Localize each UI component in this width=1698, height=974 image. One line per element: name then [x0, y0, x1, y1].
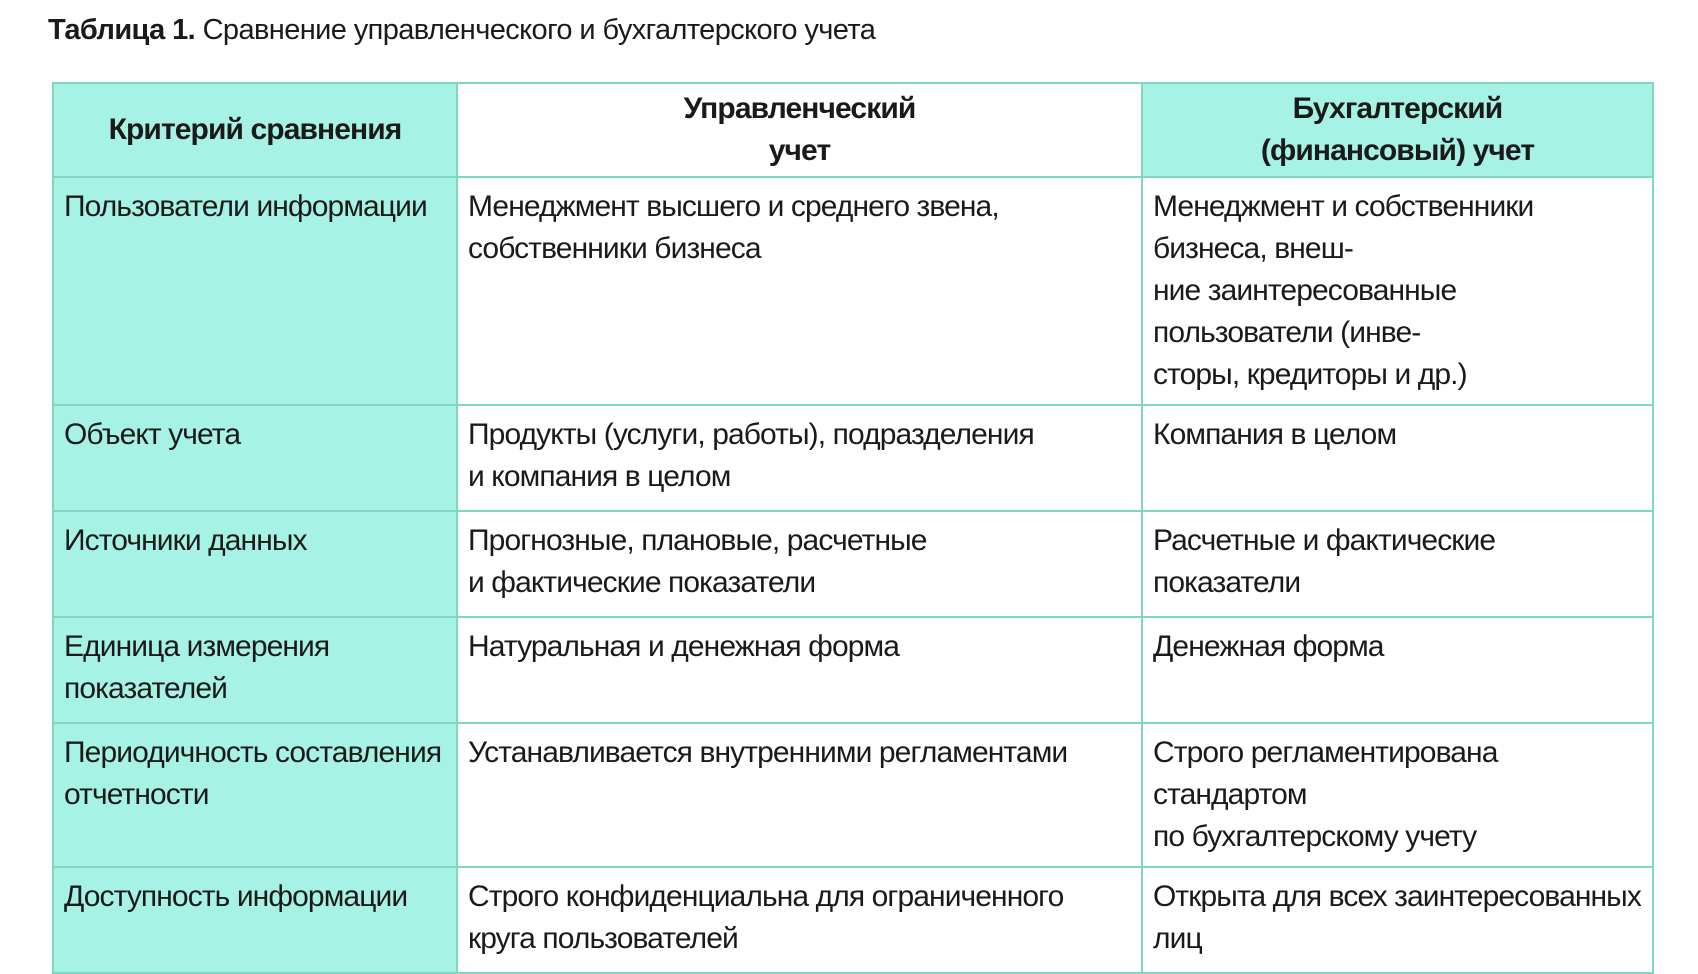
table-row — [53, 723, 1653, 867]
table-caption — [48, 14, 875, 47]
table-caption-text: Сравнение управленческого и бухгалтерского учета — [195, 14, 876, 46]
table-header-row — [53, 83, 1653, 177]
table-row — [53, 617, 1653, 723]
financial-text: Строго регламентирована стандартом по бухгалтерскому учету — [1153, 736, 1498, 853]
criterion-text: Единица измерения показателей — [64, 630, 330, 705]
financial-cell — [1142, 511, 1653, 617]
table-row — [53, 405, 1653, 511]
management-text: Менеджмент высшего и среднего звена, собственники бизнеса — [468, 190, 999, 265]
management-cell — [457, 511, 1142, 617]
management-text: Прогнозные, плановые, расчетные и фактические показатели — [468, 524, 927, 599]
criterion-cell — [53, 177, 457, 405]
management-text: Устанавливается внутренними регламентами — [468, 736, 1068, 769]
table-caption-label: Таблица 1. — [48, 14, 196, 46]
header-management-accounting — [457, 83, 1142, 177]
criterion-text: Пользователи информации — [64, 190, 427, 223]
criterion-cell — [53, 723, 457, 867]
financial-cell — [1142, 723, 1653, 867]
management-text: Натуральная и денежная форма — [468, 630, 900, 663]
management-cell — [457, 405, 1142, 511]
management-text: Строго конфиденциальна для ограниченного круга пользователей — [468, 880, 1064, 955]
criterion-cell — [53, 511, 457, 617]
criterion-text: Периодичность составления отчетности — [64, 736, 442, 811]
criterion-cell — [53, 405, 457, 511]
financial-text: Денежная форма — [1153, 630, 1384, 663]
management-cell — [457, 723, 1142, 867]
financial-cell — [1142, 617, 1653, 723]
financial-cell — [1142, 177, 1653, 405]
financial-text: Открыта для всех заинтересованных лиц — [1153, 880, 1641, 955]
criterion-cell — [53, 617, 457, 723]
header-financial-line2: (финансовый) учет — [1260, 134, 1535, 167]
header-management-line1: Управленческий — [683, 92, 916, 125]
header-financial-accounting — [1142, 83, 1653, 177]
table-row — [53, 511, 1653, 617]
financial-cell — [1142, 405, 1653, 511]
header-management-line2: учет — [768, 134, 831, 167]
financial-text: Расчетные и фактические показатели — [1153, 524, 1496, 599]
criterion-text: Объект учета — [64, 418, 241, 451]
management-cell — [457, 867, 1142, 973]
financial-text: Компания в целом — [1153, 418, 1397, 451]
table-row — [53, 867, 1653, 973]
management-text: Продукты (услуги, работы), подразделения и компания в целом — [468, 418, 1034, 493]
financial-text: Менеджмент и собственники бизнеса, внеш- ние заинтересованные пользователи (инве- сторы, кредиторы и др.) — [1153, 190, 1534, 391]
header-financial-line1: Бухгалтерский — [1292, 92, 1503, 125]
management-cell — [457, 177, 1142, 405]
criterion-cell — [53, 867, 457, 973]
criterion-text: Доступность информации — [64, 880, 408, 913]
financial-cell — [1142, 867, 1653, 973]
table-row — [53, 177, 1653, 405]
header-criterion — [53, 83, 457, 177]
comparison-table — [52, 82, 1654, 974]
criterion-text: Источники данных — [64, 524, 307, 557]
management-cell — [457, 617, 1142, 723]
header-criterion-line1: Критерий сравнения — [108, 113, 402, 146]
